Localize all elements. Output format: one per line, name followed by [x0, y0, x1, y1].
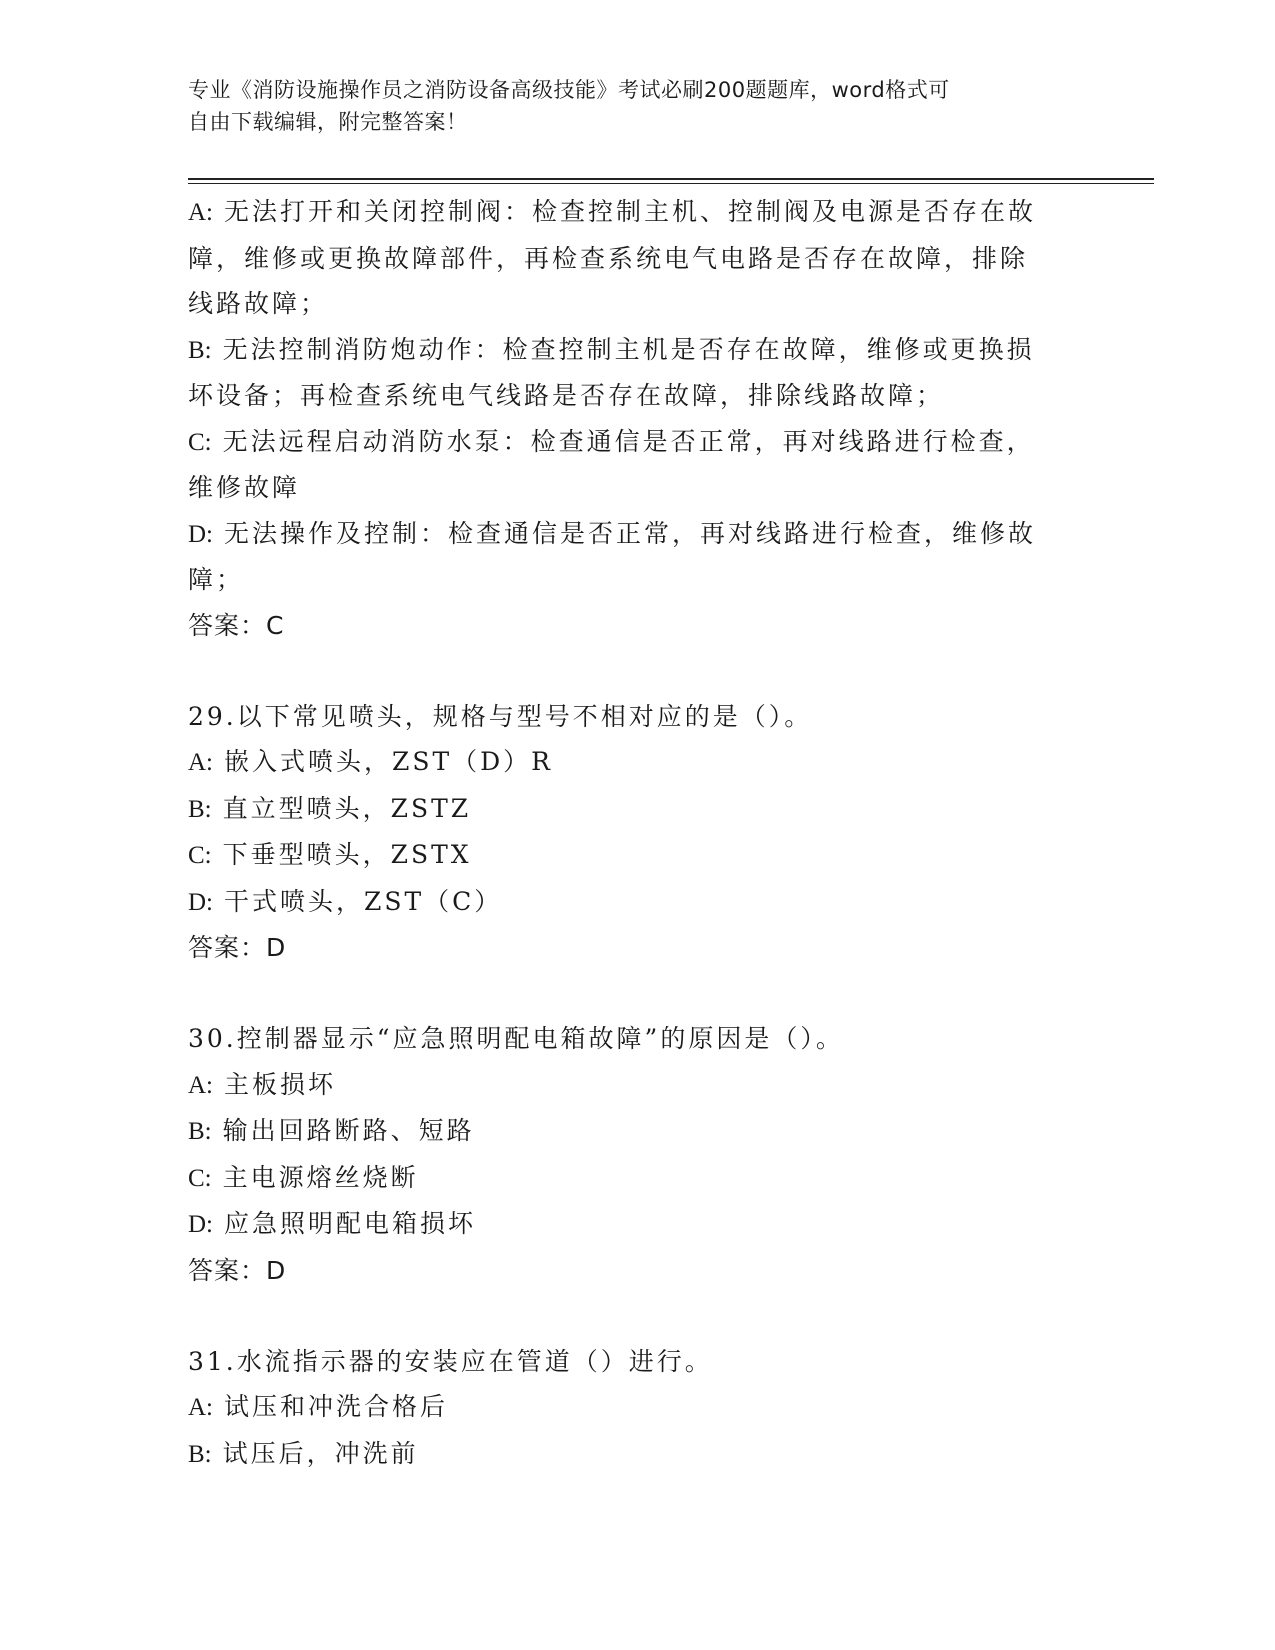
option-text: 嵌入式喷头，ZST（D）R — [223, 747, 553, 776]
option-c-cont: 维修故障 — [188, 473, 301, 502]
header-line-2: 自由下载编辑，附完整答案！ — [188, 110, 468, 134]
answer: 答案：D — [188, 1255, 287, 1285]
option-text: 试压后，冲洗前 — [222, 1438, 419, 1468]
spacer — [188, 648, 1078, 694]
option-c — [188, 419, 1078, 466]
option-text: 无法操作及控制：检查通信是否正常，再对线路进行检查，维修故 — [223, 518, 1036, 548]
option-text: 干式喷头，ZST（C） — [223, 886, 503, 916]
question-29 — [188, 694, 1078, 971]
option-a-cont: 障，维修或更换故障部件，再检查系统电气电路是否存在故障，排除 — [188, 243, 1029, 273]
option-a — [188, 189, 1078, 236]
option-a — [188, 1384, 1078, 1431]
option-label: C: — [188, 842, 212, 869]
option-label: B: — [188, 1118, 212, 1145]
option-label: D: — [188, 520, 213, 548]
option-b — [188, 1431, 1078, 1478]
option-label: B: — [188, 795, 212, 823]
option-label: A: — [188, 1394, 213, 1421]
option-label: A: — [188, 199, 213, 226]
option-b — [188, 327, 1078, 374]
option-label: C: — [188, 1164, 212, 1192]
question-30 — [188, 1016, 1078, 1293]
option-c — [188, 832, 1078, 879]
question-title: 31.水流指示器的安装应在管道（）进行。 — [188, 1346, 713, 1376]
option-text: 下垂型喷头，ZSTX — [222, 840, 472, 869]
option-label: D: — [188, 888, 213, 916]
spacer — [188, 971, 1078, 1017]
option-label: B: — [188, 1440, 212, 1468]
option-text: 主电源熔丝烧断 — [222, 1162, 419, 1192]
option-text: 试压和冲洗合格后 — [223, 1392, 448, 1421]
option-text: 输出回路断路、短路 — [222, 1116, 475, 1145]
header-divider-thick — [188, 178, 1154, 180]
option-d — [188, 1201, 1078, 1248]
option-text: 无法打开和关闭控制阀：检查控制主机、控制阀及电源是否存在故 — [223, 197, 1036, 226]
option-text: 直立型喷头，ZSTZ — [222, 793, 472, 823]
option-label: C: — [188, 428, 212, 456]
option-a-cont: 线路故障； — [188, 289, 329, 318]
question-title: 30.控制器显示“应急照明配电箱故障”的原因是（）。 — [188, 1024, 844, 1053]
option-text: 主板损坏 — [223, 1069, 336, 1099]
option-label: A: — [188, 1071, 213, 1099]
question-title: 29.以下常见喷头，规格与型号不相对应的是（）。 — [188, 701, 813, 731]
question-31 — [188, 1339, 1078, 1478]
question-content — [188, 189, 1078, 1477]
option-b-cont: 坏设备；再检查系统电气线路是否存在故障，排除线路故障； — [188, 381, 945, 410]
option-a — [188, 739, 1078, 786]
spacer — [188, 1293, 1078, 1339]
answer: 答案：D — [188, 933, 287, 962]
option-d — [188, 511, 1078, 558]
option-text: 无法控制消防炮动作：检查控制主机是否存在故障，维修或更换损 — [222, 334, 1035, 364]
option-label: A: — [188, 749, 213, 776]
option-label: B: — [188, 336, 212, 364]
prev-question-options — [188, 189, 1078, 648]
option-b — [188, 1108, 1078, 1155]
option-c — [188, 1155, 1078, 1202]
answer: 答案：C — [188, 610, 285, 640]
header-line-1: 专业《消防设施操作员之消防设备高级技能》考试必刷200题题库，word格式可 — [188, 78, 950, 102]
option-label: D: — [188, 1211, 213, 1238]
option-d-cont: 障； — [188, 565, 245, 594]
option-b — [188, 786, 1078, 833]
option-text: 无法远程启动消防水泵：检查通信是否正常，再对线路进行检查， — [222, 426, 1035, 456]
option-d — [188, 879, 1078, 926]
option-a — [188, 1062, 1078, 1109]
header-divider-thin — [188, 183, 1154, 184]
page-header — [188, 74, 1068, 138]
option-text: 应急照明配电箱损坏 — [223, 1209, 476, 1238]
